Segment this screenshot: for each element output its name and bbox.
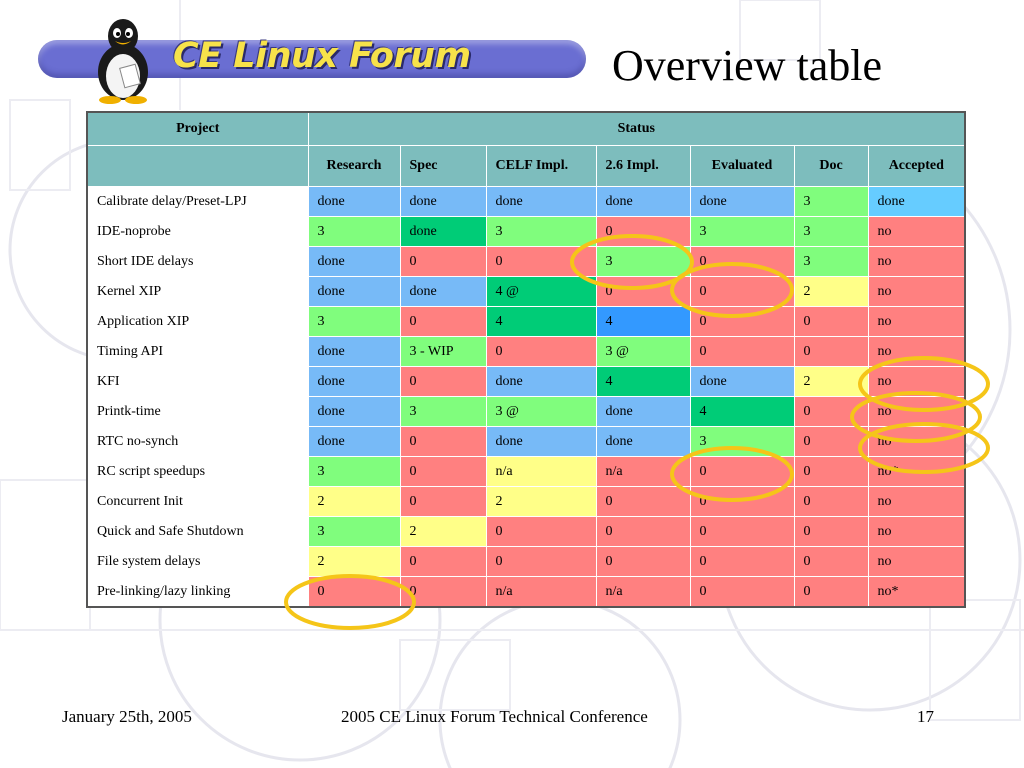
status-cell-celf-impl: 4 @ [486,277,596,307]
status-cell-doc: 0 [794,457,868,487]
status-cell-doc: 0 [794,577,868,608]
status-cell-evaluated: 3 [690,427,794,457]
status-cell-research: done [308,427,400,457]
status-cell-research: 0 [308,577,400,608]
table-row [87,247,965,277]
table-row [87,307,965,337]
status-cell-2-6-impl: n/a [596,577,690,608]
status-cell-evaluated: 0 [690,307,794,337]
status-cell-evaluated: 0 [690,547,794,577]
status-cell-2-6-impl: 0 [596,517,690,547]
status-cell-evaluated: 0 [690,517,794,547]
status-cell-accepted: no [868,517,965,547]
table-row [87,487,965,517]
table-row [87,277,965,307]
status-cell-research: 3 [308,217,400,247]
project-subheader-empty [87,146,308,187]
status-cell-research: done [308,397,400,427]
status-cell-spec: 0 [400,487,486,517]
project-name-cell: Application XIP [87,307,308,337]
column-header-evaluated: Evaluated [690,146,794,187]
status-cell-evaluated: 0 [690,487,794,517]
status-cell-doc: 0 [794,397,868,427]
overview-table [86,111,966,608]
status-cell-accepted: no [868,547,965,577]
project-name-cell: IDE-noprobe [87,217,308,247]
status-column-group-header: Status [308,112,965,146]
table-row [87,397,965,427]
column-header-2-6-impl: 2.6 Impl. [596,146,690,187]
status-cell-doc: 3 [794,187,868,217]
status-cell-celf-impl: 3 [486,217,596,247]
table-subheader-row [87,146,965,187]
footer-date: January 25th, 2005 [62,707,192,726]
status-cell-celf-impl: n/a [486,457,596,487]
project-name-cell: Calibrate delay/Preset-LPJ [87,187,308,217]
status-cell-doc: 0 [794,487,868,517]
status-cell-spec: 0 [400,577,486,608]
project-name-cell: Concurrent Init [87,487,308,517]
project-name-cell: Timing API [87,337,308,367]
project-name-cell: Quick and Safe Shutdown [87,517,308,547]
project-column-header: Project [87,112,308,146]
status-cell-2-6-impl: 3 [596,247,690,277]
table-row [87,517,965,547]
status-cell-celf-impl: done [486,187,596,217]
tux-penguin-logo-icon [88,14,158,104]
status-cell-spec: 2 [400,517,486,547]
status-cell-celf-impl: 2 [486,487,596,517]
slide-title: Overview table [612,41,882,90]
status-cell-accepted: no [868,277,965,307]
status-cell-research: 3 [308,307,400,337]
project-name-cell: Printk-time [87,397,308,427]
status-cell-doc: 0 [794,427,868,457]
status-cell-evaluated: 0 [690,337,794,367]
table-header-row [87,112,965,146]
status-cell-accepted: no* [868,457,965,487]
status-cell-2-6-impl: 0 [596,547,690,577]
status-cell-celf-impl: 0 [486,547,596,577]
status-cell-celf-impl: 0 [486,517,596,547]
status-cell-accepted: no [868,367,965,397]
status-cell-accepted: no [868,247,965,277]
status-cell-2-6-impl: done [596,187,690,217]
project-name-cell: RC script speedups [87,457,308,487]
status-cell-spec: 0 [400,457,486,487]
status-cell-spec: done [400,217,486,247]
status-cell-evaluated: done [690,367,794,397]
status-cell-accepted: done [868,187,965,217]
status-cell-spec: 0 [400,247,486,277]
status-cell-research: 2 [308,547,400,577]
status-cell-research: done [308,367,400,397]
status-cell-doc: 0 [794,307,868,337]
logo-text: CE Linux Forum [173,36,471,76]
project-name-cell: Pre-linking/lazy linking [87,577,308,608]
status-cell-research: done [308,247,400,277]
project-name-cell: Kernel XIP [87,277,308,307]
column-header-spec: Spec [400,146,486,187]
status-cell-2-6-impl: 4 [596,307,690,337]
status-cell-2-6-impl: 0 [596,487,690,517]
status-cell-doc: 2 [794,367,868,397]
column-header-celf-impl: CELF Impl. [486,146,596,187]
status-cell-doc: 3 [794,217,868,247]
status-cell-doc: 0 [794,517,868,547]
status-cell-spec: 0 [400,307,486,337]
table-row [87,187,965,217]
project-name-cell: KFI [87,367,308,397]
status-cell-doc: 0 [794,547,868,577]
status-cell-2-6-impl: done [596,427,690,457]
status-cell-evaluated: 0 [690,277,794,307]
status-cell-celf-impl: 3 @ [486,397,596,427]
column-header-doc: Doc [794,146,868,187]
footer-page-number: 17 [917,707,934,726]
status-cell-celf-impl: done [486,367,596,397]
status-cell-evaluated: 0 [690,577,794,608]
status-cell-celf-impl: 4 [486,307,596,337]
status-cell-2-6-impl: 0 [596,277,690,307]
table-row [87,427,965,457]
table-row [87,547,965,577]
table-row [87,217,965,247]
status-cell-2-6-impl: n/a [596,457,690,487]
footer-conference: 2005 CE Linux Forum Technical Conference [341,707,648,726]
status-cell-evaluated: 0 [690,247,794,277]
table-row [87,457,965,487]
status-cell-2-6-impl: 3 @ [596,337,690,367]
status-cell-accepted: no [868,217,965,247]
status-cell-accepted: no [868,397,965,427]
project-name-cell: File system delays [87,547,308,577]
overview-table-container [86,111,964,608]
status-cell-accepted: no [868,337,965,367]
status-cell-2-6-impl: done [596,397,690,427]
status-cell-spec: 0 [400,547,486,577]
status-cell-doc: 3 [794,247,868,277]
status-cell-research: 3 [308,517,400,547]
status-cell-celf-impl: 0 [486,337,596,367]
column-header-accepted: Accepted [868,146,965,187]
status-cell-accepted: no* [868,577,965,608]
status-cell-research: 3 [308,457,400,487]
status-cell-2-6-impl: 4 [596,367,690,397]
status-cell-research: done [308,187,400,217]
column-header-research: Research [308,146,400,187]
status-cell-spec: done [400,277,486,307]
table-row [87,367,965,397]
table-body [87,187,965,608]
status-cell-doc: 0 [794,337,868,367]
status-cell-celf-impl: 0 [486,247,596,277]
status-cell-evaluated: 3 [690,217,794,247]
table-row [87,337,965,367]
status-cell-evaluated: 0 [690,457,794,487]
status-cell-evaluated: 4 [690,397,794,427]
status-cell-evaluated: done [690,187,794,217]
status-cell-accepted: no [868,307,965,337]
status-cell-celf-impl: n/a [486,577,596,608]
status-cell-spec: 0 [400,427,486,457]
status-cell-accepted: no [868,487,965,517]
status-cell-celf-impl: done [486,427,596,457]
table-row [87,577,965,608]
status-cell-spec: 0 [400,367,486,397]
status-cell-research: 2 [308,487,400,517]
status-cell-spec: done [400,187,486,217]
status-cell-2-6-impl: 0 [596,217,690,247]
status-cell-accepted: no [868,427,965,457]
status-cell-spec: 3 [400,397,486,427]
status-cell-doc: 2 [794,277,868,307]
status-cell-research: done [308,277,400,307]
project-name-cell: RTC no-synch [87,427,308,457]
status-cell-spec: 3 - WIP [400,337,486,367]
status-cell-research: done [308,337,400,367]
project-name-cell: Short IDE delays [87,247,308,277]
